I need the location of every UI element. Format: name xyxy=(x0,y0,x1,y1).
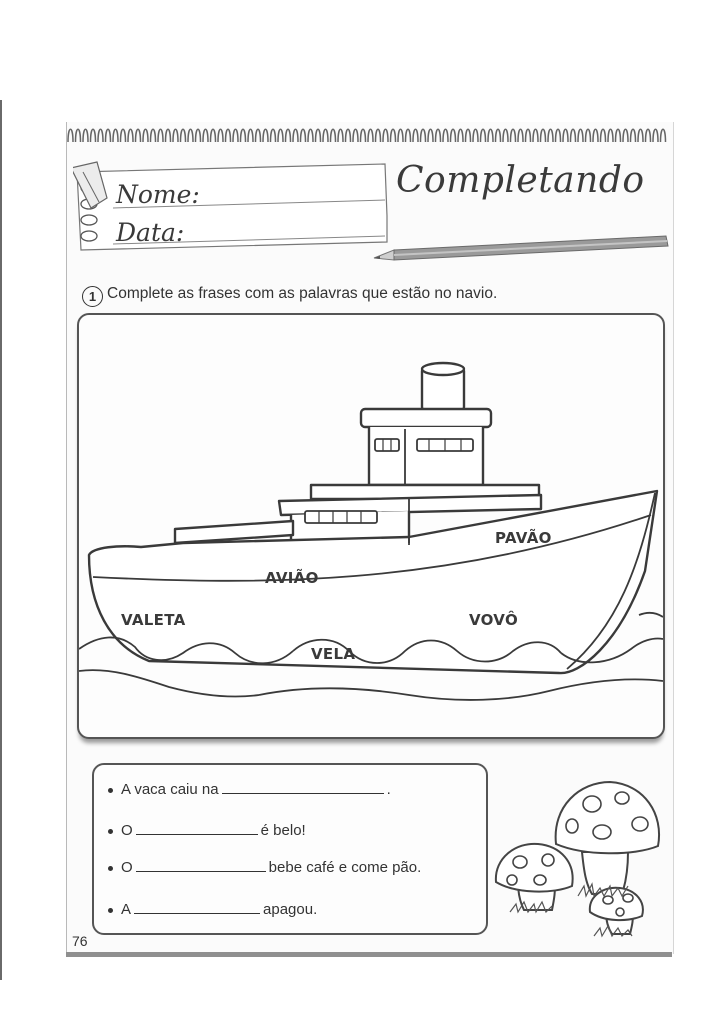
date-label: Data: xyxy=(116,218,185,247)
ship-icon xyxy=(79,315,663,737)
sentence-4-blank[interactable] xyxy=(134,899,260,914)
ship-word-valeta: VALETA xyxy=(121,611,186,629)
sentence-1 xyxy=(108,779,391,798)
scan-edge-line xyxy=(0,100,2,980)
mushrooms-icon xyxy=(494,776,666,950)
ship-word-pavao: PAVÃO xyxy=(495,529,552,547)
sentence-3-before: O xyxy=(121,859,133,876)
pencil-icon xyxy=(372,232,672,270)
sentence-4-after: apagou. xyxy=(263,901,318,918)
sentence-2-after: é belo! xyxy=(260,822,306,839)
bullet-icon xyxy=(108,908,113,913)
ship-word-aviao: AVIÃO xyxy=(265,569,319,587)
name-date-card xyxy=(73,158,391,254)
name-label: Nome: xyxy=(116,180,200,209)
bullet-icon xyxy=(108,788,113,793)
sentence-1-after: . xyxy=(386,781,391,798)
instruction-text: Complete as frases com as palavras que estão no navio. xyxy=(107,285,498,302)
sentence-3-blank[interactable] xyxy=(136,857,266,872)
page-number: 76 xyxy=(72,933,88,949)
sentence-2-before: O xyxy=(121,822,133,839)
sentences-box xyxy=(92,763,488,935)
sentence-2-blank[interactable] xyxy=(136,820,258,835)
sentence-3 xyxy=(108,857,421,876)
ship-word-vovo: VOVÔ xyxy=(469,611,518,629)
sentence-4 xyxy=(108,899,317,918)
sentence-2 xyxy=(108,820,306,839)
ship-illustration-frame xyxy=(77,313,665,739)
sentence-4-before: A xyxy=(121,901,132,918)
spiral-binding xyxy=(66,122,672,144)
bullet-icon xyxy=(108,829,113,834)
bullet-icon xyxy=(108,866,113,871)
ship-word-vela: VELA xyxy=(311,645,356,663)
sentence-3-after: bebe café e come pão. xyxy=(268,859,422,876)
sentence-1-blank[interactable] xyxy=(222,779,384,794)
page-bottom-shadow xyxy=(66,952,672,957)
page-title: Completando xyxy=(396,160,645,201)
sentence-1-before: A vaca caiu na xyxy=(121,781,219,798)
exercise-number: 1 xyxy=(82,286,103,307)
